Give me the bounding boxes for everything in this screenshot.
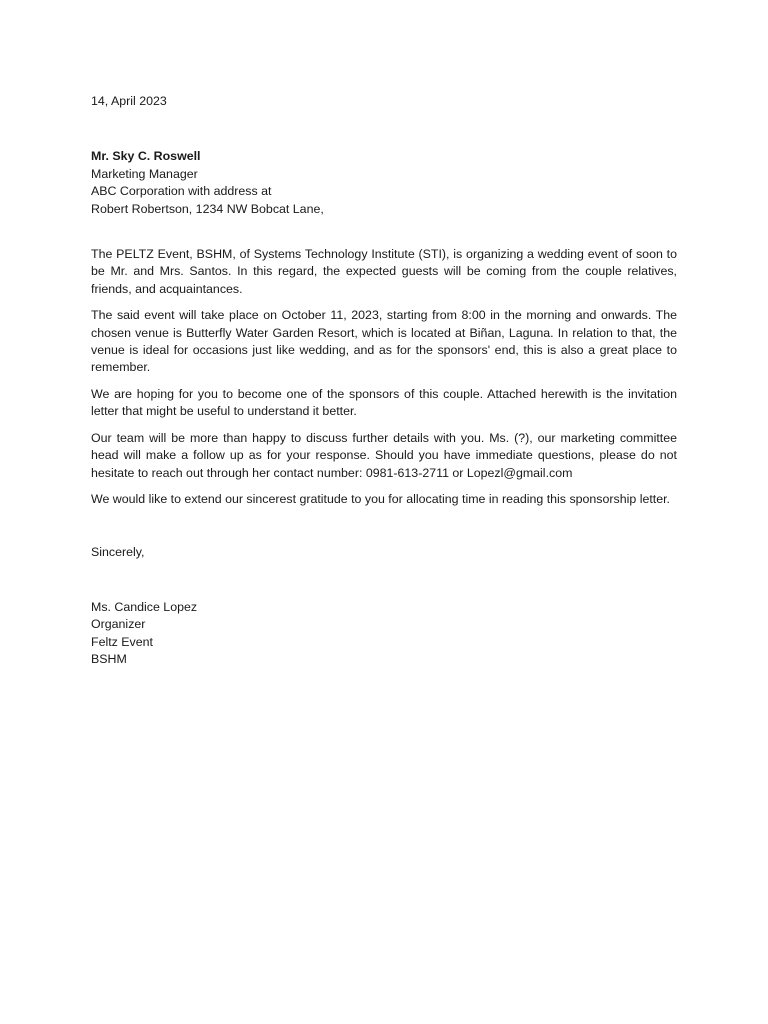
recipient-name: Mr. Sky C. Roswell — [91, 149, 201, 164]
recipient-title: Marketing Manager — [91, 166, 198, 181]
body-paragraph-4: Our team will be more than happy to discuss further details with you. Ms. (?), our marketing committee head will make a follow up as for your response. Should you have immediate questions, please do not hesitate to reach out through her contact number: 0981-613-2711 or Lopezl@gmail.com — [91, 430, 677, 480]
body-paragraph-3: We are hoping for you to become one of the sponsors of this couple. Attached herewith is the invitation letter that might be useful to understand it better. — [91, 386, 677, 419]
letter-page — [91, 93, 677, 668]
recipient-address: Robert Robertson, 1234 NW Bobcat Lane, — [91, 201, 324, 216]
signature-block — [91, 599, 677, 669]
signature-organization: Feltz Event — [91, 634, 153, 649]
signature-department: BSHM — [91, 651, 127, 666]
signature-name: Ms. Candice Lopez — [91, 599, 198, 614]
body-paragraph-2: The said event will take place on October 11, 2023, starting from 8:00 in the morning and onwards. The chosen venue is Butterfly Water Garden Resort, which is located at Biñan, Laguna. In relation to that, the venue is ideal for occasions just like wedding, and as for the sponsors' end, this is also a great place to remember. — [91, 308, 677, 375]
recipient-company: ABC Corporation with address at — [91, 184, 272, 199]
recipient-block — [91, 148, 677, 218]
letter-body — [91, 246, 677, 508]
letter-closing: Sincerely, — [91, 545, 145, 560]
body-paragraph-1: The PELTZ Event, BSHM, of Systems Technology Institute (STI), is organizing a wedding event of soon to be Mr. and Mrs. Santos. In this regard, the expected guests will be coming from the couple relatives, friends, and acquaintances. — [91, 247, 677, 296]
letter-date: 14, April 2023 — [91, 94, 167, 108]
body-paragraph-5: We would like to extend our sincerest gratitude to you for allocating time in reading this sponsorship letter. — [91, 491, 671, 506]
signature-role: Organizer — [91, 617, 146, 632]
